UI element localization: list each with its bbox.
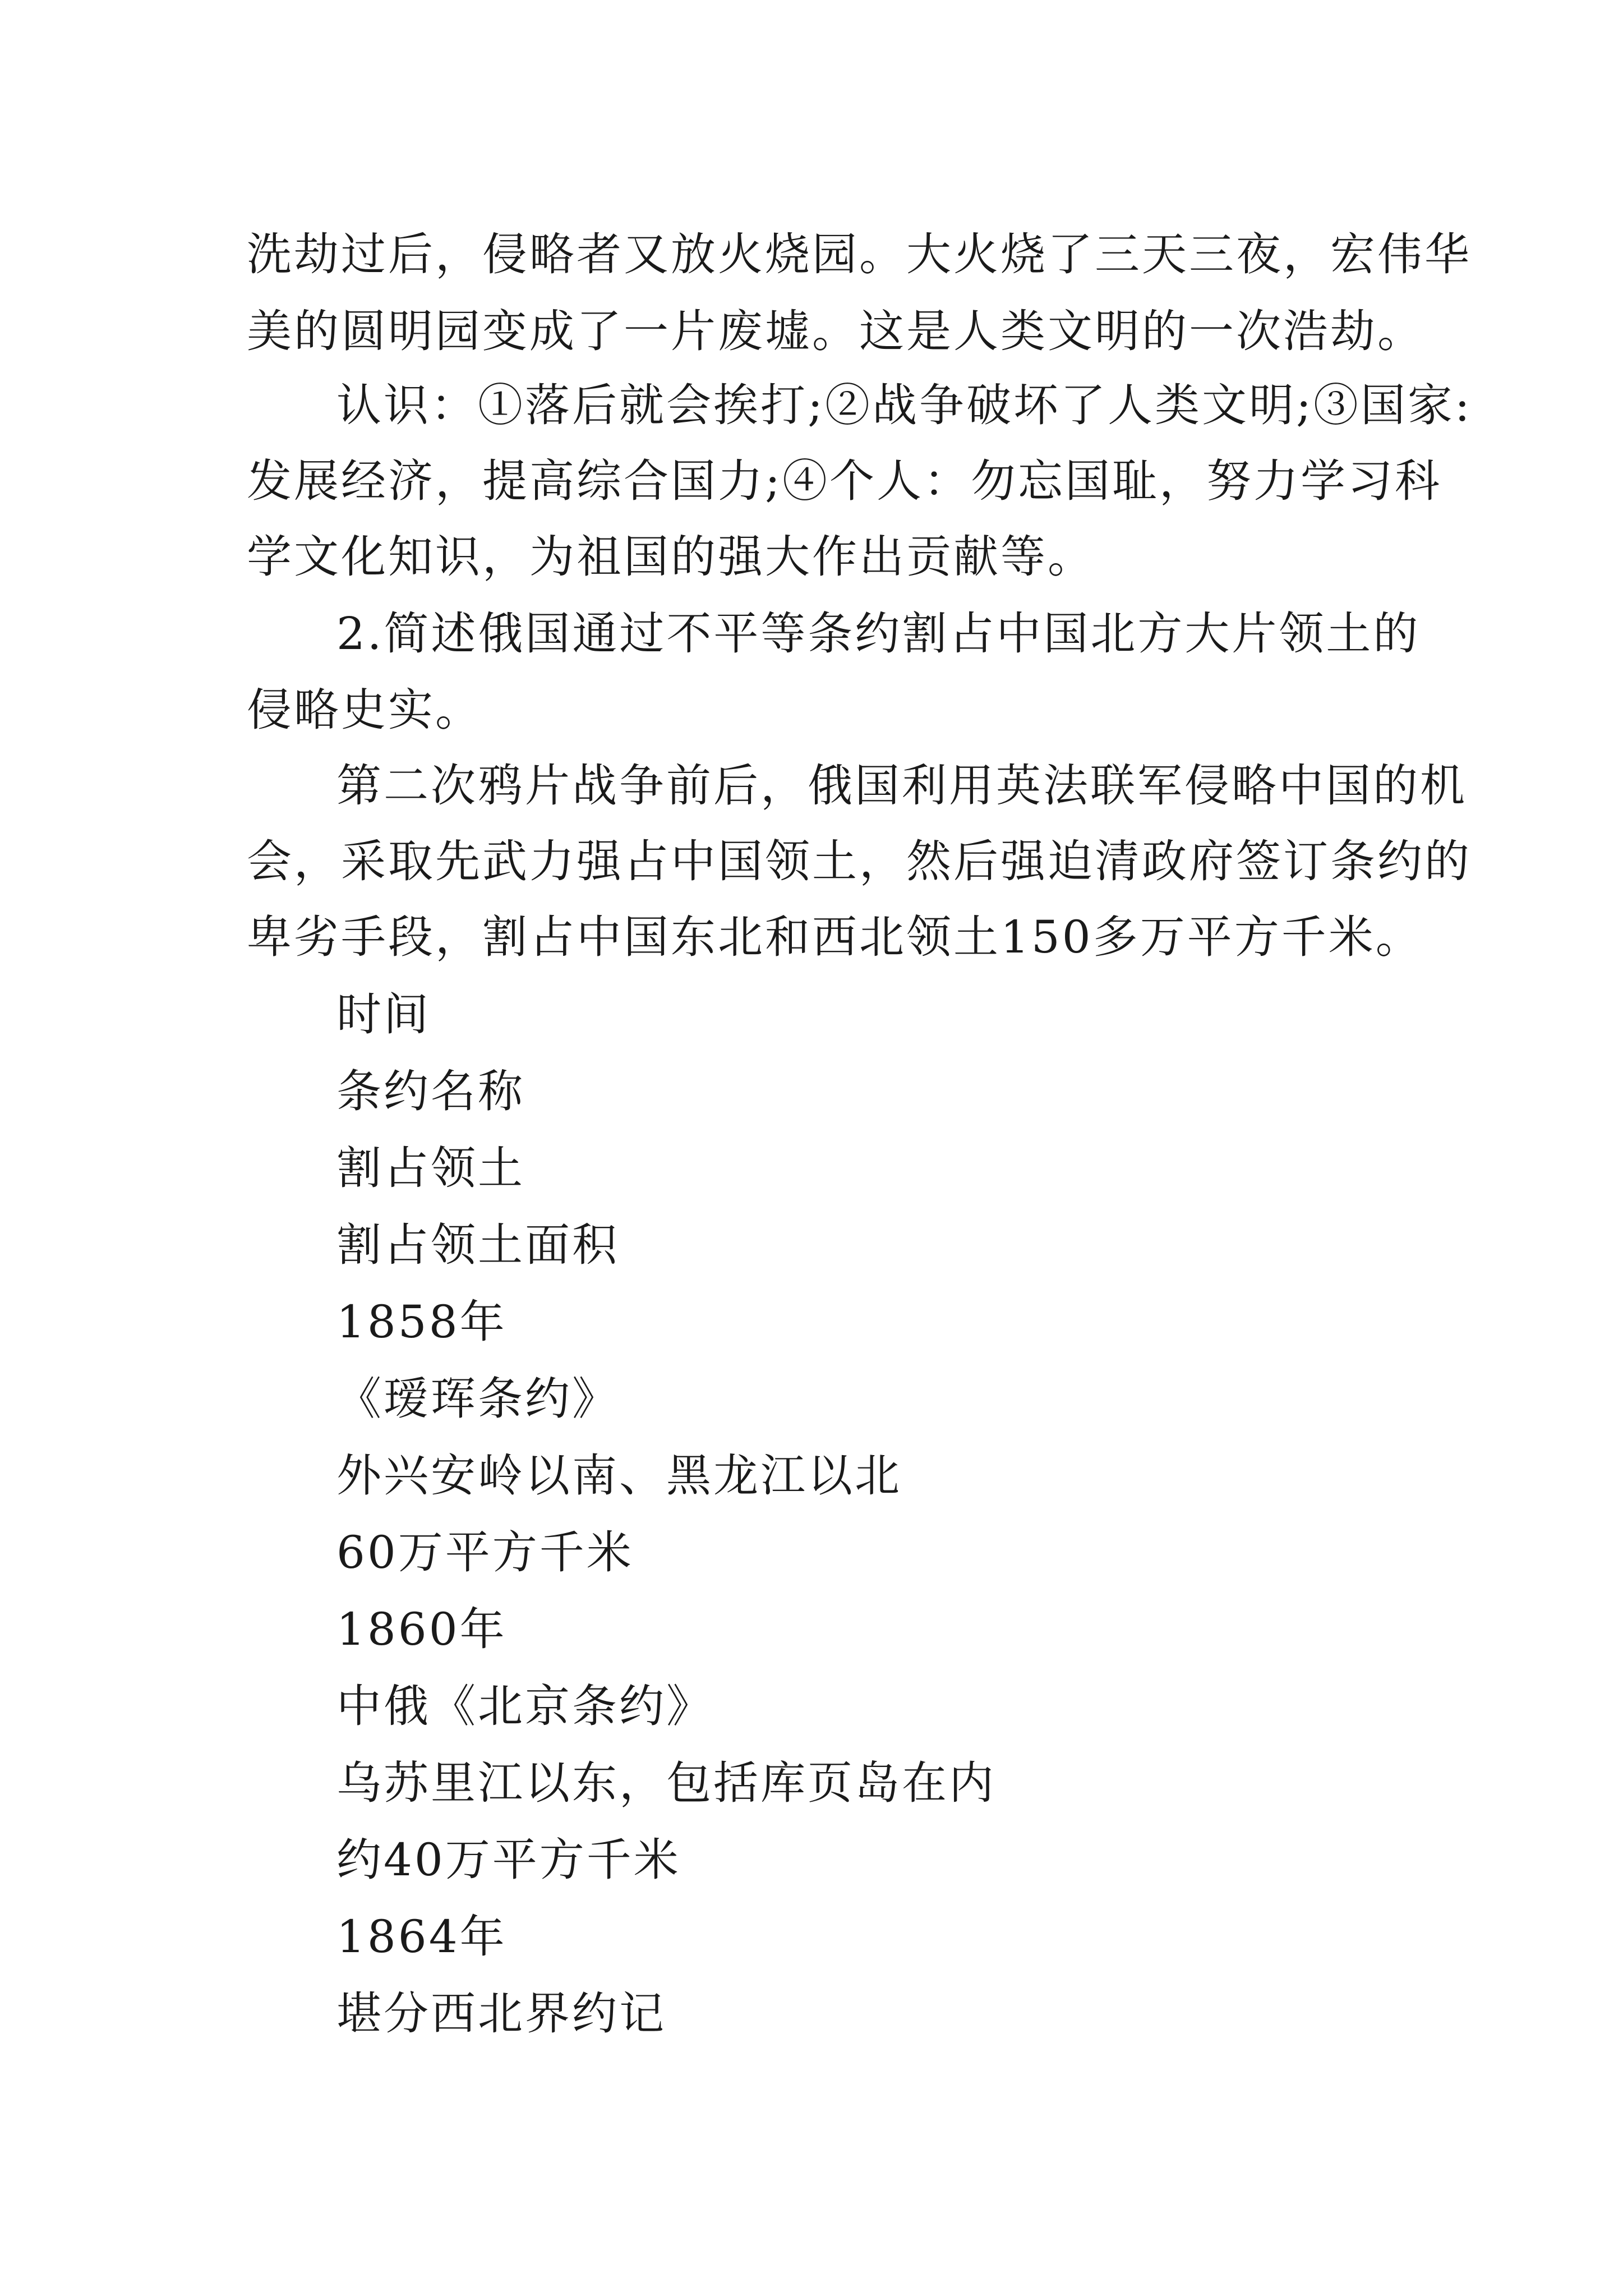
answer-paragraph [247,748,1472,975]
text-line: 2.简述俄国通过不平等条约割占中国北方大片领土的 [336,608,1421,660]
text-line: 发展经济，提高综合国力;④个人：勿忘国耻，努力学习科 [247,455,1442,507]
table-cell-area: 60万平方千米 [336,1526,634,1579]
paragraph-understanding [247,367,1472,595]
paragraph-looting-fire [247,216,1472,370]
text-line: 会，采取先武力强占中国领土，然后强迫清政府签订条约的 [247,835,1472,887]
text-line: 认识：①落后就会挨打;②战争破坏了人类文明;③国家: [336,379,1472,431]
question-2 [247,596,1421,748]
table-header-cell: 时间 [336,988,431,1041]
table-cell-territory: 外兴安岭以南、黑龙江以北 [336,1450,902,1502]
text-line: 美的圆明园变成了一片废墟。这是人类文明的一次浩劫。 [247,305,1424,357]
table-cell-territory: 乌苏里江以东，包括库页岛在内 [336,1757,996,1809]
text-line: 侵略史实。 [247,684,482,736]
table-cell-year: 1864年 [336,1911,507,1963]
text-line: 学文化知识，为祖国的强大作出贡献等。 [247,531,1095,583]
text-line: 第二次鸦片战争前后，俄国利用英法联军侵略中国的机 [336,760,1467,812]
table-cell-year: 1860年 [336,1603,507,1655]
table-cell-year: 1858年 [336,1296,507,1348]
table-cell-treaty: 《瑷珲条约》 [336,1373,619,1425]
table-header-cell: 条约名称 [336,1065,525,1117]
text-line: 洗劫过后，侵略者又放火烧园。大火烧了三天三夜，宏伟华 [247,228,1472,280]
treaty-table-flattened [336,976,996,2052]
table-header-cell: 割占领土 [336,1142,525,1194]
table-header-cell: 割占领土面积 [336,1219,619,1271]
text-line: 卑劣手段，割占中国东北和西北领土150多万平方千米。 [247,911,1423,963]
table-cell-treaty: 中俄《北京条约》 [336,1680,713,1732]
table-cell-area: 约40万平方千米 [336,1834,681,1886]
table-cell-treaty: 堪分西北界约记 [336,1987,666,2040]
